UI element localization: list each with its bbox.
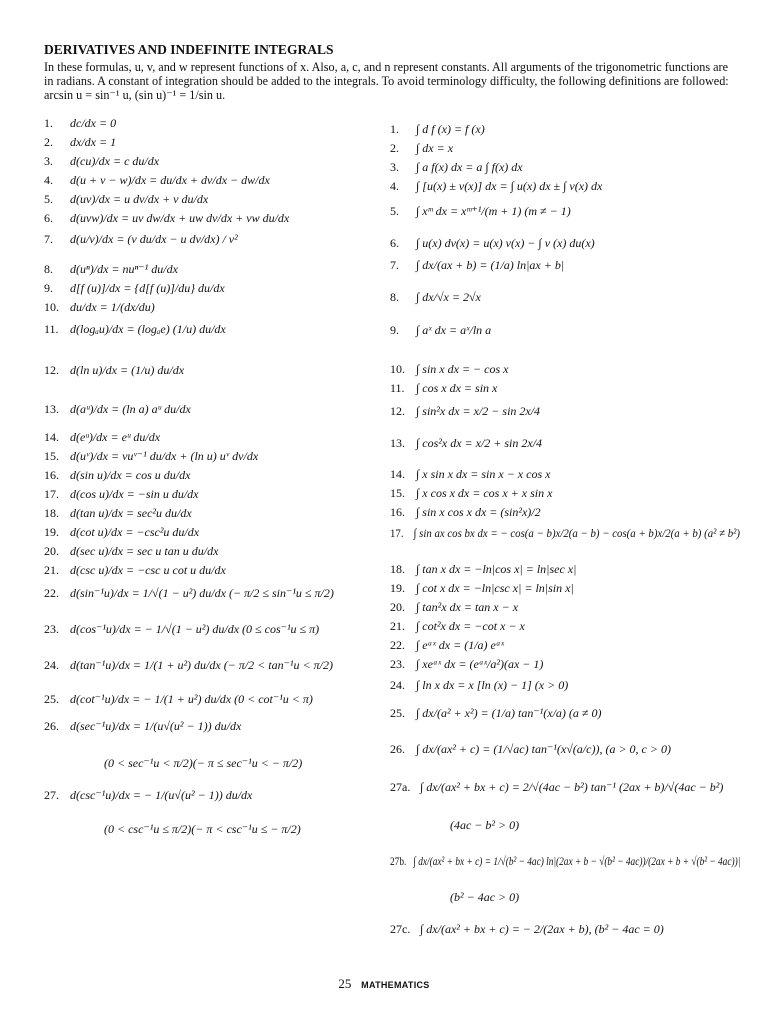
formula-text: ∫ dx/(ax² + c) = (1/√ac) tan⁻¹(x√(a/c)), (a > 0, c > 0) xyxy=(416,742,671,756)
formula-number: 12. xyxy=(44,363,59,377)
integral-formula xyxy=(390,179,602,194)
integral-formula xyxy=(390,486,552,501)
formula-number: 20. xyxy=(44,544,59,558)
formula-number: 10. xyxy=(44,300,59,314)
formula-text: ∫ dx/(ax² + bx + c) = 2/√(4ac − b²) tan⁻¹ (2ax + b)/√(4ac − b²) xyxy=(420,780,724,794)
formula-number: 3. xyxy=(390,160,399,174)
integral-formula xyxy=(390,122,485,137)
formula-text: ∫ x cos x dx = cos x + x sin x xyxy=(416,486,553,500)
formula-text: (b² − 4ac > 0) xyxy=(450,890,520,904)
formula-text: d(u/v)/dx = (v du/dx − u dv/dx) / v² xyxy=(70,232,238,246)
formula-text: ∫ sin x cos x dx = (sin²x)/2 xyxy=(416,505,541,519)
formula-text: dx/dx = 1 xyxy=(70,135,117,149)
page-footer xyxy=(0,976,768,992)
formula-number: 24. xyxy=(44,658,59,672)
integral-formula xyxy=(390,141,453,156)
formula-text: d(uvw)/dx = uv dw/dx + uw dv/dx + vw du/dx xyxy=(70,211,290,225)
integral-formula xyxy=(390,323,491,338)
formula-number: 5. xyxy=(44,192,53,206)
formula-number: 8. xyxy=(390,290,399,304)
formula-text: ∫ cot x dx = −ln|csc x| = ln|sin x| xyxy=(416,581,574,595)
page-heading: DERIVATIVES AND INDEFINITE INTEGRALS xyxy=(44,42,334,57)
derivative-formula xyxy=(44,402,191,417)
derivative-formula xyxy=(44,281,225,296)
formula-number: 11. xyxy=(390,381,405,395)
formula-text: ∫ ln x dx = x [ln (x) − 1] (x > 0) xyxy=(416,678,569,692)
formula-number: 24. xyxy=(390,678,405,692)
formula-number: 16. xyxy=(390,505,405,519)
formula-number: 17. xyxy=(44,487,59,501)
formula-text: ∫ dx/(ax² + bx + c) = − 2/(2ax + b), (b² − 4ac = 0) xyxy=(420,922,664,936)
formula-number: 4. xyxy=(390,179,399,193)
formula-text: d(csc⁻¹u)/dx = − 1/(u√(u² − 1)) du/dx xyxy=(70,788,253,802)
formula-text: ∫ xeᵃˣ dx = (eᵃˣ/a²)(ax − 1) xyxy=(416,657,544,671)
integral-formula xyxy=(390,657,543,672)
formula-number: 18. xyxy=(390,562,405,576)
formula-text: d(eᵘ)/dx = eᵘ du/dx xyxy=(70,430,161,444)
intro-paragraph: In these formulas, u, v, and w represent functions of x. Also, a, c, and n represent constants. All arguments of the trigonometric functions are in radians. A constant of integration should be added to the integrals. To avoid terminology difficulty, the following definitions are followed: arcsin u = sin⁻¹ u, (sin u)⁻¹ = 1/sin u. xyxy=(44,60,729,103)
formula-text: ∫ dx/√x = 2√x xyxy=(416,290,481,304)
integral-formula xyxy=(390,236,595,251)
formula-text: d(csc u)/dx = −csc u cot u du/dx xyxy=(70,563,226,577)
formula-number: 1. xyxy=(390,122,399,136)
formula-text: ∫ dx/(ax² + bx + c) = 1/√(b² − 4ac) ln|(2ax + b − √(b² − 4ac))/(2ax + b + √(b² − 4ac))| xyxy=(413,854,741,868)
formula-text: d(uᵛ)/dx = vuᵛ⁻¹ du/dx + (ln u) uᵛ dv/dx xyxy=(70,449,259,463)
derivative-formula xyxy=(44,300,155,315)
formula-text: ∫ dx = x xyxy=(416,141,454,155)
formula-text: d(ln u)/dx = (1/u) du/dx xyxy=(70,363,185,377)
formula-text: ∫ [u(x) ± v(x)] dx = ∫ u(x) dx ± ∫ v(x) dx xyxy=(416,179,603,193)
integral-formula xyxy=(390,290,481,305)
formula-text: du/dx = 1/(dx/du) xyxy=(70,300,155,314)
derivative-formula xyxy=(44,586,334,601)
formula-text: d(cot u)/dx = −csc²u du/dx xyxy=(70,525,200,539)
formula-number: 17. xyxy=(390,526,404,540)
formula-text: d(tan u)/dx = sec²u du/dx xyxy=(70,506,192,520)
derivative-formula xyxy=(44,525,199,540)
integral-formula xyxy=(390,638,504,653)
formula-text: ∫ xᵐ dx = xᵐ⁺¹/(m + 1) (m ≠ − 1) xyxy=(416,204,571,218)
formula-text: d(logₐu)/dx = (logₐe) (1/u) du/dx xyxy=(70,322,226,336)
formula-text: d(sin⁻¹u)/dx = 1/√(1 − u²) du/dx (− π/2 ≤ sin⁻¹u ≤ π/2) xyxy=(70,586,334,600)
derivative-formula xyxy=(44,192,208,207)
formula-number: 14. xyxy=(44,430,59,444)
formula-text: ∫ cos²x dx = x/2 + sin 2x/4 xyxy=(416,436,543,450)
formula-text: (4ac − b² > 0) xyxy=(450,818,520,832)
formula-text: d(uⁿ)/dx = nuⁿ⁻¹ du/dx xyxy=(70,262,178,276)
formula-text: d(sin u)/dx = cos u du/dx xyxy=(70,468,191,482)
derivative-formula xyxy=(44,506,192,521)
formula-number: 27. xyxy=(44,788,59,802)
integral-formula xyxy=(390,678,568,693)
formula-number: 11. xyxy=(44,322,59,336)
formula-number: 2. xyxy=(44,135,53,149)
integral-formula xyxy=(390,381,497,396)
formula-number: 1. xyxy=(44,116,53,130)
derivative-formula xyxy=(44,232,238,247)
formula-number: 8. xyxy=(44,262,53,276)
integral-formula xyxy=(390,505,541,520)
derivative-formula xyxy=(44,262,178,277)
integral-formula xyxy=(390,526,740,541)
integral-formula xyxy=(450,890,519,905)
derivative-formula xyxy=(44,135,116,150)
formula-text: d(sec u)/dx = sec u tan u du/dx xyxy=(70,544,219,558)
formula-number: 3. xyxy=(44,154,53,168)
derivative-formula xyxy=(44,173,270,188)
formula-number: 4. xyxy=(44,173,53,187)
integral-formula xyxy=(390,160,523,175)
derivative-formula xyxy=(44,563,226,578)
formula-text: d[f (u)]/dx = {d[f (u)]/du} du/dx xyxy=(70,281,225,295)
formula-number: 21. xyxy=(390,619,405,633)
derivative-formula xyxy=(44,788,252,803)
formula-text: ∫ cos x dx = sin x xyxy=(416,381,498,395)
formula-number: 13. xyxy=(390,436,405,450)
formula-number: 22. xyxy=(44,586,59,600)
formula-text: ∫ tan²x dx = tan x − x xyxy=(416,600,519,614)
formula-number: 7. xyxy=(44,232,53,246)
integral-formula xyxy=(390,854,740,869)
formula-number: 23. xyxy=(390,657,405,671)
derivative-formula xyxy=(44,430,160,445)
formula-text: d(sec⁻¹u)/dx = 1/(u√(u² − 1)) du/dx xyxy=(70,719,242,733)
formula-number: 10. xyxy=(390,362,405,376)
formula-text: ∫ u(x) dv(x) = u(x) v(x) − ∫ v (x) du(x) xyxy=(416,236,595,250)
integral-formula xyxy=(390,362,508,377)
formula-text: ∫ a f(x) dx = a ∫ f(x) dx xyxy=(416,160,523,174)
derivative-formula xyxy=(44,116,116,131)
formula-text: ∫ aˣ dx = aˣ/ln a xyxy=(416,323,492,337)
derivative-formula xyxy=(44,487,199,502)
derivative-formula xyxy=(44,211,289,226)
integral-formula xyxy=(390,922,664,937)
formula-text: (0 < sec⁻¹u < π/2)(− π ≤ sec⁻¹u < − π/2) xyxy=(104,756,303,770)
formula-text: d(uv)/dx = u dv/dx + v du/dx xyxy=(70,192,209,206)
formula-number: 9. xyxy=(390,323,399,337)
derivative-formula xyxy=(44,363,184,378)
derivative-formula xyxy=(44,544,218,559)
integral-formula xyxy=(450,818,519,833)
formula-number: 23. xyxy=(44,622,59,636)
integral-formula xyxy=(390,562,576,577)
formula-number: 20. xyxy=(390,600,405,614)
formula-text: ∫ tan x dx = −ln|cos x| = ln|sec x| xyxy=(416,562,577,576)
formula-number: 27a. xyxy=(390,780,411,794)
formula-text: d(cot⁻¹u)/dx = − 1/(1 + u²) du/dx (0 < cot⁻¹u < π) xyxy=(70,692,313,706)
formula-number: 27c. xyxy=(390,922,411,936)
formula-text: d(cu)/dx = c du/dx xyxy=(70,154,160,168)
integral-formula xyxy=(390,258,564,273)
formula-text: ∫ eᵃˣ dx = (1/a) eᵃˣ xyxy=(416,638,505,652)
formula-text: d(cos u)/dx = −sin u du/dx xyxy=(70,487,199,501)
formula-number: 9. xyxy=(44,281,53,295)
formula-number: 7. xyxy=(390,258,399,272)
derivative-formula xyxy=(44,692,313,707)
formula-number: 6. xyxy=(44,211,53,225)
formula-number: 5. xyxy=(390,204,399,218)
integral-formula xyxy=(390,404,540,419)
formula-text: ∫ x sin x dx = sin x − x cos x xyxy=(416,467,551,481)
formula-text: ∫ sin x dx = − cos x xyxy=(416,362,509,376)
formula-number: 18. xyxy=(44,506,59,520)
formula-number: 15. xyxy=(44,449,59,463)
formula-text: d(cos⁻¹u)/dx = − 1/√(1 − u²) du/dx (0 ≤ cos⁻¹u ≤ π) xyxy=(70,622,320,636)
integral-formula xyxy=(390,780,723,795)
formula-text: dc/dx = 0 xyxy=(70,116,117,130)
derivative-formula xyxy=(104,756,302,771)
integral-formula xyxy=(390,204,571,219)
formula-number: 12. xyxy=(390,404,405,418)
formula-text: ∫ dx/(a² + x²) = (1/a) tan⁻¹(x/a) (a ≠ 0) xyxy=(416,706,602,720)
formula-text: ∫ cot²x dx = −cot x − x xyxy=(416,619,525,633)
derivative-formula xyxy=(104,822,301,837)
formula-text: d(aᵘ)/dx = (ln a) aᵘ du/dx xyxy=(70,402,191,416)
formula-text: ∫ dx/(ax + b) = (1/a) ln|ax + b| xyxy=(416,258,565,272)
formula-text: ∫ d f (x) = f (x) xyxy=(416,122,485,136)
integral-formula xyxy=(390,436,542,451)
formula-number: 21. xyxy=(44,563,59,577)
derivative-formula xyxy=(44,468,190,483)
formula-number: 25. xyxy=(390,706,405,720)
formula-text: d(u + v − w)/dx = du/dx + dv/dx − dw/dx xyxy=(70,173,270,187)
derivative-formula xyxy=(44,719,241,734)
derivative-formula xyxy=(44,449,258,464)
derivative-formula xyxy=(44,322,226,337)
integral-formula xyxy=(390,600,518,615)
derivative-formula xyxy=(44,154,159,169)
integral-formula xyxy=(390,706,601,721)
formula-number: 27b. xyxy=(390,854,407,868)
formula-number: 19. xyxy=(390,581,405,595)
formula-number: 15. xyxy=(390,486,405,500)
derivative-formula xyxy=(44,658,333,673)
formula-number: 26. xyxy=(44,719,59,733)
formula-number: 19. xyxy=(44,525,59,539)
integral-formula xyxy=(390,581,574,596)
integral-formula xyxy=(390,619,525,634)
formula-number: 26. xyxy=(390,742,405,756)
footer-label: MATHEMATICS xyxy=(361,980,430,990)
formula-text: ∫ sin²x dx = x/2 − sin 2x/4 xyxy=(416,404,541,418)
formula-number: 16. xyxy=(44,468,59,482)
formula-number: 13. xyxy=(44,402,59,416)
formula-text: (0 < csc⁻¹u ≤ π/2)(− π < csc⁻¹u ≤ − π/2) xyxy=(104,822,301,836)
formula-number: 2. xyxy=(390,141,399,155)
formula-number: 14. xyxy=(390,467,405,481)
derivative-formula xyxy=(44,622,319,637)
formula-number: 6. xyxy=(390,236,399,250)
formula-number: 25. xyxy=(44,692,59,706)
formula-text: d(tan⁻¹u)/dx = 1/(1 + u²) du/dx (− π/2 < tan⁻¹u < π/2) xyxy=(70,658,333,672)
integral-formula xyxy=(390,467,550,482)
formula-number: 22. xyxy=(390,638,405,652)
formula-text: ∫ sin ax cos bx dx = − cos(a − b)x/2(a − b) − cos(a + b)x/2(a + b) (a² ≠ b²) xyxy=(413,526,740,540)
integral-formula xyxy=(390,742,671,757)
page-number: 25 xyxy=(338,976,352,991)
